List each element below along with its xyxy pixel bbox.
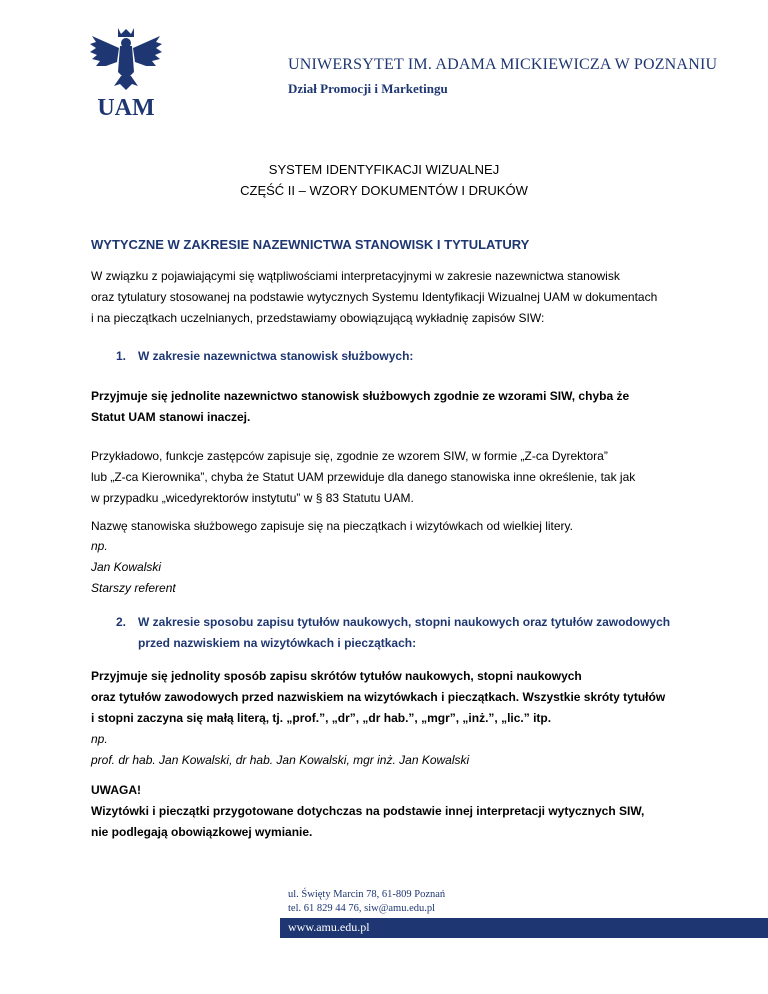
intro-paragraph <box>91 266 731 329</box>
section-number: 1. <box>116 349 127 363</box>
section-number: 2. <box>116 615 127 629</box>
section1-capital-note: Nazwę stanowiska służbowego zapisuje się na pieczątkach i wizytówkach od wielkiej litery. <box>91 519 573 533</box>
section1-title <box>116 346 413 367</box>
department-name: Dział Promocji i Marketingu <box>288 81 448 96</box>
text-line: np. <box>91 539 108 553</box>
text-line: Jan Kowalski <box>91 560 162 574</box>
section1-rule <box>91 386 731 428</box>
footer-address <box>288 888 445 916</box>
uam-eagle-logo <box>88 26 164 118</box>
text-line: w przypadku „wicedyrektorów instytutu” w § 83 Statutu UAM. <box>91 491 414 505</box>
text-line: W związku z pojawiającymi się wątpliwościami interpretacyjnymi w zakresie nazewnictwa stanowisk <box>91 269 620 283</box>
text-line: oraz tytulatury stosowanej na podstawie wytycznych Systemu Identyfikacji Wizualnej UAM w dokumentach <box>91 290 658 304</box>
section-title-text: W zakresie sposobu zapisu tytułów naukowych, stopni naukowych oraz tytułów zawodowych <box>138 615 671 629</box>
notice-block <box>91 780 731 843</box>
text-line: oraz tytułów zawodowych przed nazwiskiem na wizytówkach i pieczątkach. Wszystkie skróty tytułów <box>91 690 666 704</box>
university-name: UNIWERSYTET IM. ADAMA MICKIEWICZA W POZNANIU <box>288 56 718 73</box>
text-line: Starszy referent <box>91 581 176 595</box>
text-line: lub „Z-ca Kierownika”, chyba że Statut UAM przewiduje dla danego stanowiska inne określenie, tak jak <box>91 470 636 484</box>
section2-rule <box>91 666 731 729</box>
document-title-line: SYSTEM IDENTYFIKACJI WIZUALNEJ <box>268 162 500 177</box>
contact-line: tel. 61 829 44 76, siw@amu.edu.pl <box>288 903 436 914</box>
section1-explanation <box>91 446 731 509</box>
text-line: nie podlegają obowiązkowej wymianie. <box>91 825 313 839</box>
document-subtitle-line: CZĘŚĆ II – WZORY DOKUMENTÓW I DRUKÓW <box>240 183 528 198</box>
section-heading: WYTYCZNE W ZAKRESIE NAZEWNICTWA STANOWISK I TYTULATURY <box>91 237 530 252</box>
text-line: Wizytówki i pieczątki przygotowane dotychczas na podstawie innej interpretacji wytycznych SIW, <box>91 804 645 818</box>
section2-title <box>116 612 670 654</box>
section-title-text: przed nazwiskiem na wizytówkach i pieczątkach: <box>138 636 417 650</box>
section1-example <box>91 536 731 599</box>
logo-text: UAM <box>97 95 155 118</box>
section2-example <box>91 729 731 771</box>
text-line: i stopni zaczyna się małą literą, tj. „prof.”, „dr”, „dr hab.”, „mgr”, „inż.”, „lic.” itp. <box>91 711 552 725</box>
address-line: ul. Święty Marcin 78, 61-809 Poznań <box>288 889 446 900</box>
section-title-text: W zakresie nazewnictwa stanowisk służbowych: <box>138 349 414 363</box>
text-line: i na pieczątkach uczelnianych, przedstawiamy obowiązującą wykładnię zapisów SIW: <box>91 311 545 325</box>
text-line: Przyjmuje się jednolity sposób zapisu skrótów tytułów naukowych, stopni naukowych <box>91 669 582 683</box>
document-title <box>0 159 768 201</box>
text-line: Przykładowo, funkcje zastępców zapisuje się, zgodnie ze wzorem SIW, w formie „Z-ca Dyrektora” <box>91 449 608 463</box>
notice-label: UWAGA! <box>91 783 141 797</box>
text-line: Przyjmuje się jednolite nazewnictwo stanowisk służbowych zgodnie ze wzorami SIW, chyba że <box>91 389 630 403</box>
text-line: prof. dr hab. Jan Kowalski, dr hab. Jan Kowalski, mgr inż. Jan Kowalski <box>91 753 470 767</box>
text-line: np. <box>91 732 108 746</box>
website-link[interactable]: www.amu.edu.pl <box>288 920 370 934</box>
text-line: Statut UAM stanowi inaczej. <box>91 410 251 424</box>
